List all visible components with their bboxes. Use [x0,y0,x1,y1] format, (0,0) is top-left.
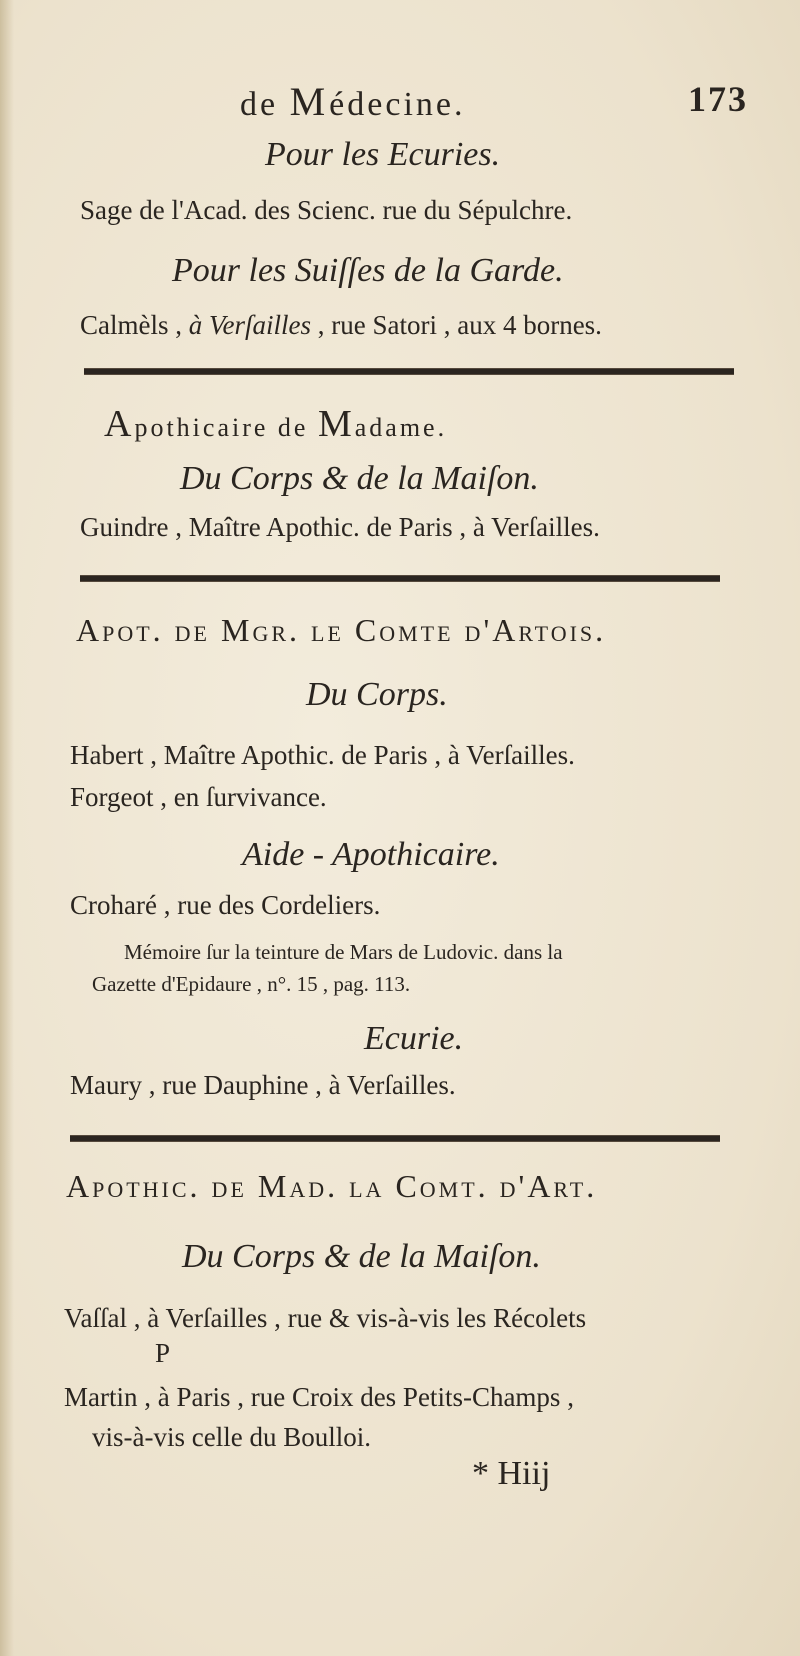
running-head-title: édecine. [329,86,466,123]
entry-vassal: Vaſſal , à Verſailles , rue & vis-à-vis les Récolets [64,1303,587,1333]
divider-rule-1 [84,368,734,375]
entry-habert: Habert , Maître Apothic. de Paris , à Verſailles. [70,740,575,770]
page-number: 173 [688,79,748,119]
entry-guindre: Guindre , Maître Apothic. de Paris , à Verſailles. [80,512,600,542]
divider-rule-2 [80,575,720,582]
entry-maury: Maury , rue Dauphine , à Verſailles. [70,1070,456,1100]
entry-calmels-address: , rue Satori , aux 4 bornes. [311,310,602,340]
subheading-madame: Du Corps & de la Maiſon. [180,460,539,497]
title-madame-cap-m: M [317,403,355,445]
section-title-artois: Apot. de Mgr. le Comte d'Artois. [76,612,607,648]
heading-aide-apothicaire: Aide - Apothicaire. [242,836,500,873]
running-head [240,78,465,125]
title-madame-part-d: adame. [354,413,448,442]
entry-calmels [80,310,602,341]
entry-vassal-mark: P [155,1338,171,1368]
heading-suisses: Pour les Suiſſes de la Garde. [172,252,564,289]
entry-crohare: Croharé , rue des Cordeliers. [70,890,381,920]
title-madame-cap-a: A [104,403,135,445]
title-madame-part-b: pothicaire de [134,413,318,442]
heading-ecuries: Pour les Ecuries. [265,136,501,173]
subheading-comtesse: Du Corps & de la Maiſon. [182,1238,541,1275]
running-head-prefix: de [240,86,290,123]
heading-ecurie: Ecurie. [364,1020,464,1057]
section-title-comtesse: Apothic. de Mad. la Comt. d'Art. [66,1168,598,1204]
entry-calmels-place: à Verſailles [188,310,311,340]
section-title-madame [104,402,447,446]
signature-mark: * Hiij [472,1455,551,1492]
subheading-artois: Du Corps. [306,676,448,713]
note-line-1: Mémoire ſur la teinture de Mars de Ludovic. dans la [124,940,563,964]
page-gutter-shadow [0,0,14,1656]
entry-martin-line-2: vis-à-vis celle du Boulloi. [92,1422,371,1452]
entry-calmels-name: Calmèls , [80,310,189,340]
entry-forgeot: Forgeot , en ſurvivance. [70,782,327,812]
entry-martin-line-1: Martin , à Paris , rue Croix des Petits-Champs , [64,1382,574,1412]
running-head-title-cap: M [289,79,330,124]
divider-rule-3 [70,1135,720,1142]
entry-sage: Sage de l'Acad. des Scienc. rue du Sépulchre. [80,195,573,225]
note-line-2: Gazette d'Epidaure , n°. 15 , pag. 113. [92,972,411,996]
